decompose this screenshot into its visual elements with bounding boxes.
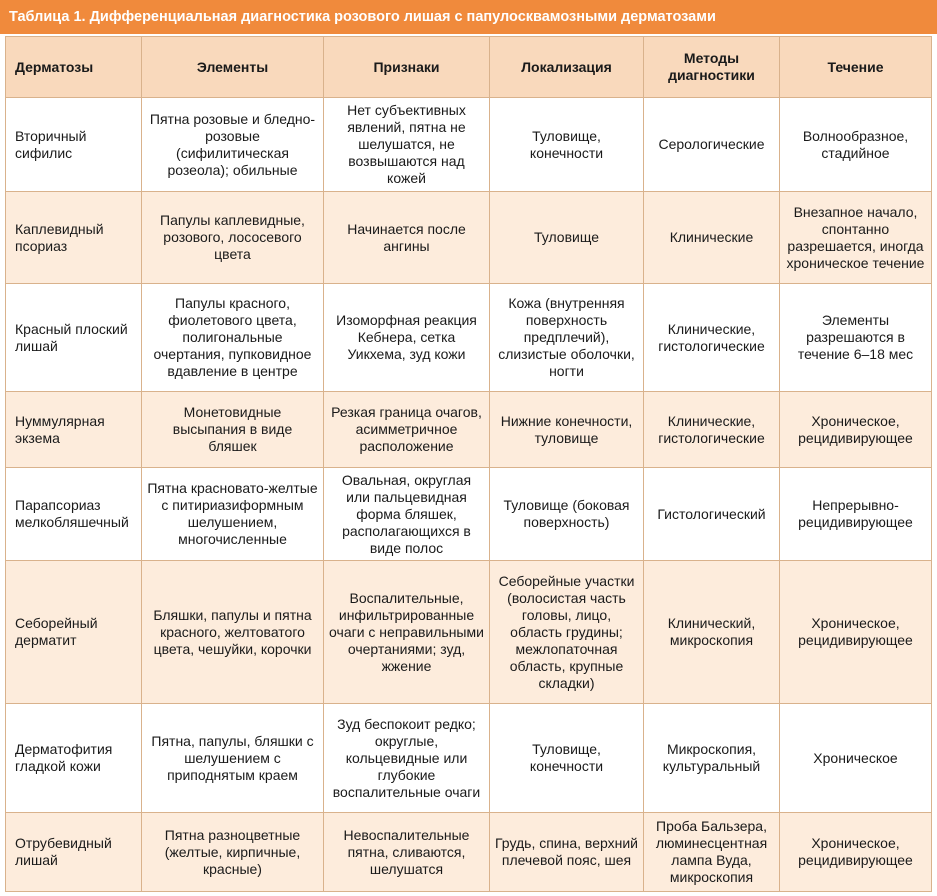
cell-dermatosis: Нуммулярная экзема — [6, 392, 142, 468]
cell-signs: Овальная, округлая или пальцевидная форма бляшек, располагающихся в виде полос — [324, 468, 490, 561]
cell-elements: Пятна розовые и бледно-розовые (сифилитическая розеола); обильные — [142, 98, 324, 192]
cell-dermatosis: Парапсориаз мелкобляшечный — [6, 468, 142, 561]
cell-methods: Проба Бальзера, люминесцентная лампа Вуда, микроскопия — [644, 813, 780, 892]
table-row — [6, 392, 932, 468]
header-elements: Элементы — [142, 37, 324, 98]
table-row — [6, 704, 932, 813]
header-localization: Локализация — [490, 37, 644, 98]
cell-methods: Клинические, гистологические — [644, 392, 780, 468]
cell-course: Волнообразное, стадийное — [780, 98, 932, 192]
cell-elements: Папулы каплевидные, розового, лососевого цвета — [142, 192, 324, 284]
cell-signs: Начинается после ангины — [324, 192, 490, 284]
header-signs: Признаки — [324, 37, 490, 98]
cell-methods: Микроскопия, культуральный — [644, 704, 780, 813]
cell-localization: Кожа (внутренняя поверхность предплечий), слизистые оболочки, ногти — [490, 284, 644, 392]
cell-methods: Клинический, микроскопия — [644, 561, 780, 704]
cell-course: Внезапное начало, спонтанно разрешается, иногда хроническое течение — [780, 192, 932, 284]
cell-dermatosis: Себорейный дерматит — [6, 561, 142, 704]
cell-elements: Монетовидные высыпания в виде бляшек — [142, 392, 324, 468]
cell-elements: Пятна красновато-желтые с питириазиформным шелушением, многочисленные — [142, 468, 324, 561]
cell-signs: Нет субъективных явлений, пятна не шелушатся, не возвышаются над кожей — [324, 98, 490, 192]
table-header-row — [6, 37, 932, 98]
table-title: Таблица 1. Дифференциальная диагностика розового лишая с папулосквамозными дерматозами — [0, 0, 937, 34]
cell-dermatosis: Каплевидный псориаз — [6, 192, 142, 284]
cell-signs: Воспалительные, инфильтрированные очаги с неправильными очертаниями; зуд, жжение — [324, 561, 490, 704]
cell-localization: Туловище, конечности — [490, 704, 644, 813]
cell-signs: Зуд беспокоит редко; округлые, кольцевидные или глубокие воспалительные очаги — [324, 704, 490, 813]
cell-signs: Резкая граница очагов, асимметричное расположение — [324, 392, 490, 468]
cell-course: Хроническое, рецидивирующее — [780, 392, 932, 468]
cell-course: Хроническое — [780, 704, 932, 813]
cell-localization: Туловище (боковая поверхность) — [490, 468, 644, 561]
table-row — [6, 813, 932, 892]
cell-elements: Папулы красного, фиолетового цвета, полигональные очертания, пупковидное вдавление в центре — [142, 284, 324, 392]
cell-course: Непрерывно-рецидивирующее — [780, 468, 932, 561]
cell-localization: Туловище — [490, 192, 644, 284]
cell-course: Хроническое, рецидивирующее — [780, 561, 932, 704]
table-row — [6, 192, 932, 284]
header-diagnostic-methods: Методы диагностики — [644, 37, 780, 98]
cell-methods: Клинические, гистологические — [644, 284, 780, 392]
cell-localization: Нижние конечности, туловище — [490, 392, 644, 468]
table-row — [6, 284, 932, 392]
cell-methods: Клинические — [644, 192, 780, 284]
cell-localization: Себорейные участки (волосистая часть головы, лицо, область грудины; межлопаточная область, крупные складки) — [490, 561, 644, 704]
cell-dermatosis: Дерматофития гладкой кожи — [6, 704, 142, 813]
cell-elements: Пятна, папулы, бляшки с шелушением с приподнятым краем — [142, 704, 324, 813]
header-course: Течение — [780, 37, 932, 98]
cell-course: Элементы разрешаются в течение 6–18 мес — [780, 284, 932, 392]
cell-methods: Серологические — [644, 98, 780, 192]
cell-localization: Грудь, спина, верхний плечевой пояс, шея — [490, 813, 644, 892]
table-row — [6, 561, 932, 704]
cell-elements: Пятна разноцветные (желтые, кирпичные, красные) — [142, 813, 324, 892]
cell-elements: Бляшки, папулы и пятна красного, желтоватого цвета, чешуйки, корочки — [142, 561, 324, 704]
cell-dermatosis: Вторичный сифилис — [6, 98, 142, 192]
table-row — [6, 98, 932, 192]
cell-dermatosis: Отрубевидный лишай — [6, 813, 142, 892]
cell-signs: Изоморфная реакция Кебнера, сетка Уикхема, зуд кожи — [324, 284, 490, 392]
diagnosis-table — [5, 36, 932, 892]
cell-dermatosis: Красный плоский лишай — [6, 284, 142, 392]
cell-localization: Туловище, конечности — [490, 98, 644, 192]
cell-course: Хроническое, рецидивирующее — [780, 813, 932, 892]
table-row — [6, 468, 932, 561]
cell-methods: Гистологический — [644, 468, 780, 561]
cell-signs: Невоспалительные пятна, сливаются, шелушатся — [324, 813, 490, 892]
header-dermatoses: Дерматозы — [6, 37, 142, 98]
